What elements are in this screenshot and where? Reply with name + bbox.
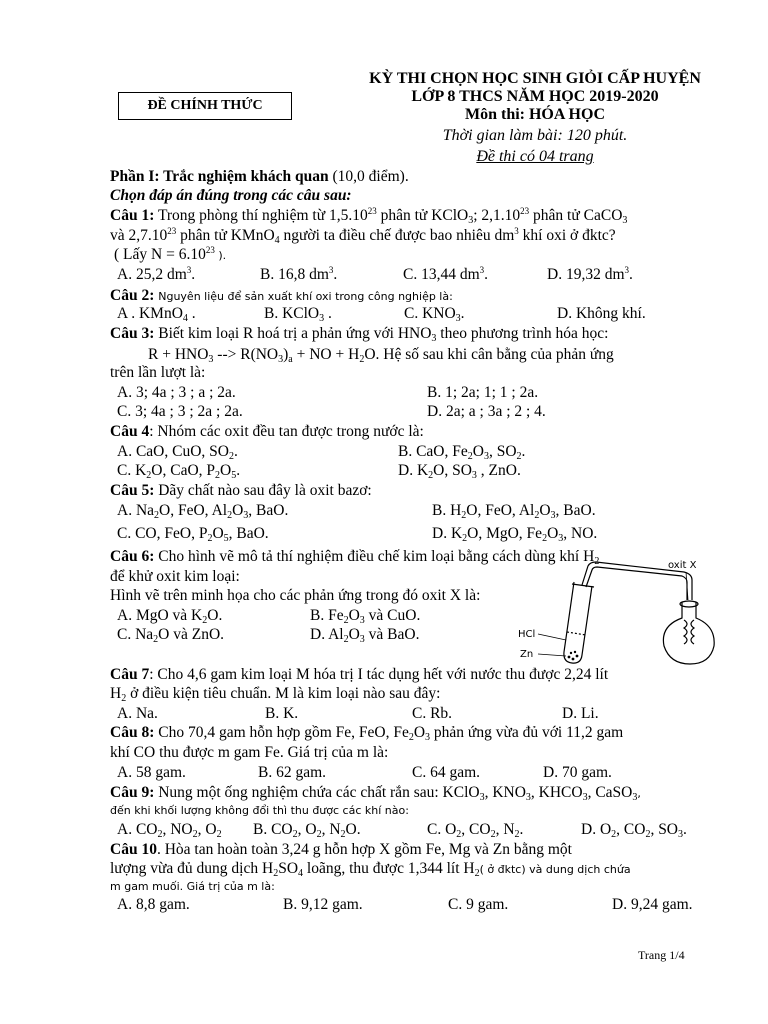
- q3-option-d[interactable]: D. 2a; a ; 3a ; 2 ; 4.: [427, 403, 546, 420]
- q6-option-d[interactable]: D. $Al_2O_3$ và BaO.: [310, 626, 420, 645]
- q5-option-c[interactable]: C. CO, FeO, $P_2O_5$, BaO.: [117, 525, 269, 544]
- q5-option-d[interactable]: D. $K_2O$, MgO, $Fe_2O_3$, NO.: [432, 525, 598, 544]
- exam-duration: Thời gian làm bài: 120 phút.: [442, 127, 628, 144]
- question-1-note: ( Lấy $N = 6.10^{23}$ ).: [114, 245, 227, 263]
- q7-option-a[interactable]: A. Na.: [117, 705, 158, 722]
- section-heading: Phần I: Trắc nghiệm khách quan (10,0 điểm).: [110, 168, 409, 185]
- question-10-line1: Câu 10. Hòa tan hoàn toàn 3,24 g hỗn hợp X gồm Fe, Mg và Zn bằng một: [110, 841, 572, 858]
- q1-option-a[interactable]: A. 25,2 $dm^3$.: [117, 265, 196, 283]
- q7-option-d[interactable]: D. Li.: [562, 705, 599, 722]
- q10-option-d[interactable]: D. 9,24 gam.: [612, 896, 693, 913]
- question-7-line1: Câu 7: Cho 4,6 gam kim loại M hóa trị I tác dụng hết với nước thu được 2,24 lít: [110, 666, 609, 683]
- question-6-line3: Hình vẽ trên minh họa cho các phản ứng trong đó oxit X là:: [110, 587, 481, 604]
- q1-option-c[interactable]: C. 13,44 $dm^3$.: [403, 265, 489, 283]
- question-3-equation: $R + HNO_3$ --> $R(NO_3)_a$ + NO + $H_2O$. Hệ số sau khi cân bằng của phản ứng: [148, 346, 614, 365]
- q10-option-b[interactable]: B. 9,12 gam.: [283, 896, 363, 913]
- test-tube: [564, 582, 592, 663]
- q8-option-c[interactable]: C. 64 gam.: [412, 764, 481, 781]
- q7-option-c[interactable]: C. Rb.: [412, 705, 453, 722]
- question-10-line3: m gam muối. Giá trị của m là:: [110, 880, 275, 893]
- question-8-line2: khí CO thu được m gam Fe. Giá trị của m là:: [110, 744, 389, 761]
- q6-option-b[interactable]: B. $Fe_2O_3$ và CuO.: [310, 607, 421, 626]
- question-9-line2: đến khi khối lượng không đổi thì thu được các khí nào:: [110, 804, 409, 817]
- exam-subject: Môn thi: HÓA HỌC: [464, 106, 605, 123]
- label-zn: Zn: [520, 649, 534, 660]
- question-1-line2: và 2,7.10$^{23}$ phân tử KMnO$_4$ người ta điều chế được bao nhiêu $dm^3$ khí oxi ở đktc?: [110, 226, 616, 246]
- reaction-flask: [663, 602, 714, 664]
- q2-option-c[interactable]: C. $KNO_3$.: [404, 305, 465, 324]
- q6-option-a[interactable]: A. MgO và $K_2O$.: [117, 607, 223, 626]
- exam-grade-year: LỚP 8 THCS NĂM HỌC 2019-2020: [411, 88, 659, 105]
- question-9-line1: Câu 9: Nung một ống nghiệm chứa các chất rắn sau: KClO$_3$, $KNO_3$, $KHCO_3$, CaSO$_3$,: [110, 784, 641, 803]
- label-oxit-x: oxit X: [668, 560, 697, 571]
- apparatus-figure: [516, 560, 716, 670]
- question-1-line1: Câu 1: Trong phòng thí nghiệm từ 1,5.10$^{23}$ phân tử KClO$_3$; 2,1.10$^{23}$ phân tử CaCO$_3$: [110, 206, 628, 226]
- q8-option-d[interactable]: D. 70 gam.: [543, 764, 612, 781]
- q7-option-b[interactable]: B. K.: [265, 705, 299, 722]
- page-number: Trang 1/4: [638, 948, 685, 962]
- q1-option-b[interactable]: B. 16,8 $dm^3$.: [260, 265, 338, 283]
- question-10-line2: lượng vừa đủ dung dịch $H_2SO_4$ loãng, thu được 1,344 lít $H_2$( ở đktc) và dung dịch chứa: [110, 860, 631, 879]
- q2-option-a[interactable]: A . KMnO$_4$ .: [117, 305, 196, 324]
- label-hcl: HCl: [518, 629, 536, 640]
- q1-option-d[interactable]: D. 19,32 $dm^3$.: [547, 265, 633, 283]
- q3-option-c[interactable]: C. 3; 4a ; 3 ; 2a ; 2a.: [117, 403, 243, 420]
- question-6-line1: Câu 6: Cho hình vẽ mô tả thí nghiệm điều chế kim loại bằng cách dùng khí $H_2$: [110, 548, 600, 567]
- exam-title: KỲ THI CHỌN HỌC SINH GIỎI CẤP HUYỆN: [369, 70, 701, 87]
- section-instruction: Chọn đáp án đúng trong các câu sau:: [110, 187, 352, 204]
- q4-option-a[interactable]: A. CaO, CuO, $SO_2$.: [117, 443, 238, 462]
- q2-option-b[interactable]: B. KClO$_3$ .: [264, 305, 332, 324]
- q5-option-b[interactable]: B. $H_2O$, FeO, $Al_2O_3$, BaO.: [432, 502, 596, 521]
- question-8-line1: Câu 8: Cho 70,4 gam hỗn hợp gồm Fe, FeO, $Fe_2O_3$ phản ứng vừa đủ với 11,2 gam: [110, 724, 624, 743]
- oxide-sample: [684, 620, 687, 644]
- q9-option-d[interactable]: D. $O_2$, $CO_2$, $SO_3$.: [581, 821, 687, 840]
- q8-option-b[interactable]: B. 62 gam.: [258, 764, 327, 781]
- zinc-granules: [568, 651, 579, 661]
- q10-option-a[interactable]: A. 8,8 gam.: [117, 896, 190, 913]
- q6-option-c[interactable]: C. $Na_2O$ và ZnO.: [117, 626, 225, 645]
- q5-option-a[interactable]: A. $Na_2O$, FeO, $Al_2O_3$, BaO.: [117, 502, 289, 521]
- q9-option-a[interactable]: A. $CO_2$, $NO_2$, $O_2$: [117, 821, 222, 840]
- question-5: Câu 5: Dãy chất nào sau đây là oxit bazơ:: [110, 482, 372, 499]
- question-7-line2: $H_2$ ở điều kiện tiêu chuẩn. M là kim loại nào sau đây:: [110, 685, 441, 704]
- question-6-line2: để khử oxit kim loại:: [110, 568, 240, 585]
- question-3: Câu 3: Biết kim loại R hoá trị a phản ứng với $HNO_3$ theo phương trình hóa học:: [110, 325, 609, 344]
- q9-option-c[interactable]: C. $O_2$, $CO_2$, $N_2$.: [427, 821, 524, 840]
- q2-option-d[interactable]: D. Không khí.: [557, 305, 646, 322]
- q3-option-b[interactable]: B. 1; 2a; 1; 1 ; 2a.: [427, 384, 539, 401]
- question-2: Câu 2: Nguyên liệu để sản xuất khí oxi trong công nghiệp là:: [110, 287, 453, 304]
- official-exam-label: ĐỀ CHÍNH THỨC: [118, 92, 292, 120]
- q4-option-b[interactable]: B. CaO, $Fe_2O_3$, $SO_2$.: [398, 443, 526, 462]
- q4-option-d[interactable]: D. $K_2O$, $SO_3$ , ZnO.: [398, 462, 521, 481]
- question-3-cont: trên lần lượt là:: [110, 364, 206, 381]
- acid-liquid-level: [567, 632, 586, 635]
- exam-page-count: Đề thi có 04 trang: [476, 148, 594, 165]
- q8-option-a[interactable]: A. 58 gam.: [117, 764, 186, 781]
- q4-option-c[interactable]: C. $K_2O$, CaO, $P_2O_5$.: [117, 462, 241, 481]
- question-4: Câu 4: Nhóm các oxit đều tan được trong nước là:: [110, 423, 424, 440]
- q3-option-a[interactable]: A. 3; 4a ; 3 ; a ; 2a.: [117, 384, 236, 401]
- q10-option-c[interactable]: C. 9 gam.: [448, 896, 509, 913]
- q9-option-b[interactable]: B. $CO_2$, $O_2$, $N_2O$.: [253, 821, 361, 840]
